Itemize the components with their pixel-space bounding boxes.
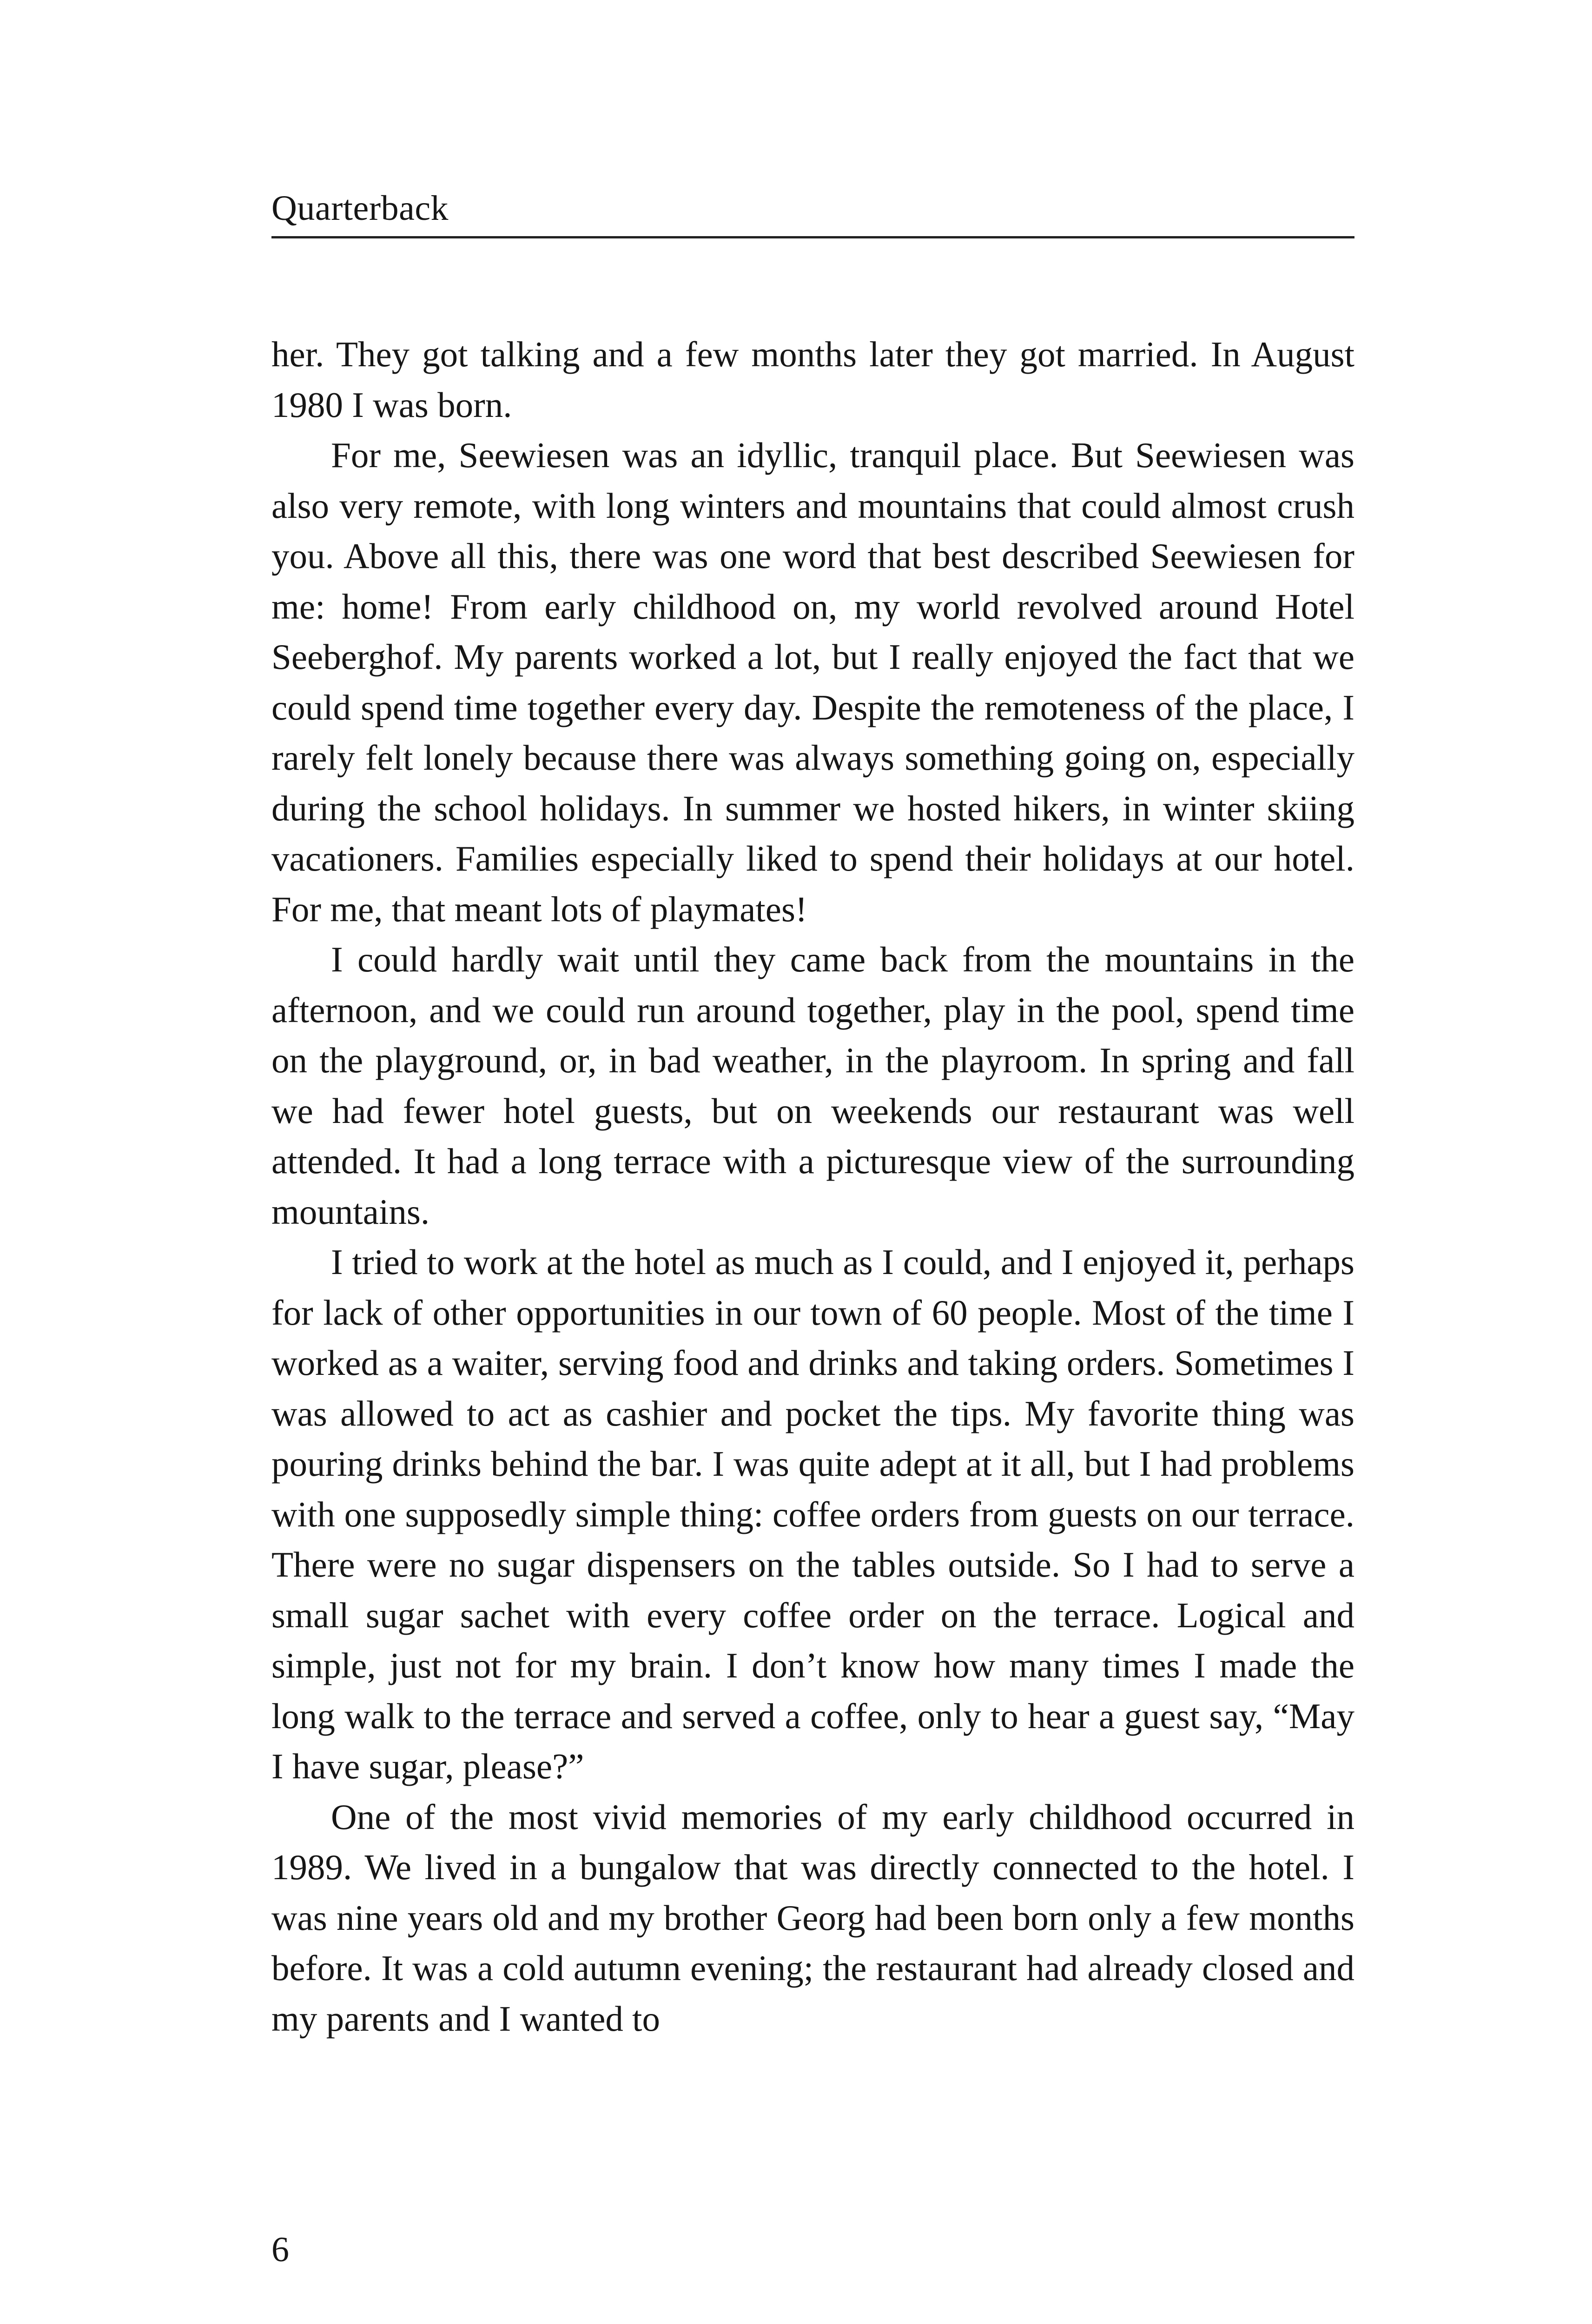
running-head: Quarterback [271, 189, 449, 228]
paragraph-playmates: I could hardly wait until they came back from the mountains in the afternoon, and we could run around together, play in the pool, spend time on the playground, or, in bad weather, in the playroom. In spring and fall we had fewer hotel guests, but on weekends our restaurant was well attended. It had a long terrace with a picturesque view of the surrounding mountains. [271, 939, 1354, 1232]
paragraph-hotel-work: I tried to work at the hotel as much as I could, and I enjoyed it, perhaps for lack of other opportunities in our town of 60 people. Most of the time I worked as a waiter, serving food and drinks and taking orders. Sometimes I was allowed to act as cashier and pocket the tips. My favorite thing was pouring drinks behind the bar. I was quite adept at it all, but I had problems with one supposedly simple thing: coffee orders from guests on our terrace. There were no sugar dispensers on the tables outside. So I had to serve a small sugar sachet with every coffee order on the terrace. Logical and simple, just not for my brain. I don’t know how many times I made the long walk to the terrace and served a coffee, only to hear a guest say, “May I have sugar, please?” [271, 1242, 1354, 1786]
paragraph-seewiesen: For me, Seewiesen was an idyllic, tranquil place. But Seewiesen was also very remote, with long winters and mountains that could almost crush you. Above all this, there was one word that best described Seewiesen for me: home! From early childhood on, my world revolved around Hotel Seeberghof. My parents worked a lot, but I really enjoyed the fact that we could spend time together every day. Despite the remoteness of the place, I rarely felt lonely because there was always something going on, especially during the school holidays. In summer we hosted hikers, in winter skiing vacationers. Families especially liked to spend their holidays at our hotel. For me, that meant lots of playmates! [271, 435, 1354, 929]
paragraph-memory-1989: One of the most vivid memories of my early childhood occurred in 1989. We lived in a bungalow that was directly connected to the hotel. I was nine years old and my brother Georg had been born only a few months before. It was a cold autumn evening; the restaurant had already closed and my parents and I wanted to [271, 1796, 1354, 2039]
header-rule [271, 236, 1354, 238]
paragraph-continued: her. They got talking and a few months later they got married. In August 1980 I was born. [271, 334, 1354, 425]
page-number: 6 [271, 2230, 289, 2269]
body-text [271, 329, 1354, 2044]
